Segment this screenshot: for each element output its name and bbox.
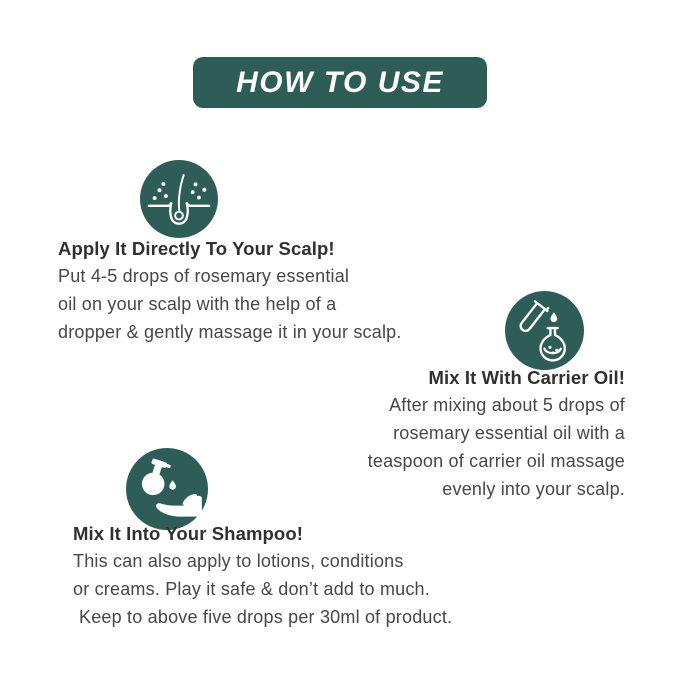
step-1-text xyxy=(58,236,402,346)
step-3-heading: Mix It Into Your Shampoo! xyxy=(73,523,303,544)
step-3-line: or creams. Play it safe & don’t add to much. xyxy=(73,579,430,599)
step-3-line: Keep to above five drops per 30ml of product. xyxy=(79,607,453,627)
step-3-text xyxy=(73,521,452,631)
header-banner xyxy=(193,57,487,108)
step-1-line: dropper & gently massage it in your scalp. xyxy=(58,322,402,342)
step-2-line: evenly into your scalp. xyxy=(442,479,625,499)
pump-bottle-hand-icon xyxy=(126,448,208,530)
page-title: HOW TO USE xyxy=(236,65,444,99)
step-3-line: This can also apply to lotions, conditions xyxy=(73,551,404,571)
hair-follicle-scalp-icon xyxy=(140,160,218,238)
step-2-line: After mixing about 5 drops of xyxy=(389,395,625,415)
step-1-line: oil on your scalp with the help of a xyxy=(58,294,337,314)
step-2-heading: Mix It With Carrier Oil! xyxy=(428,367,625,388)
step-2-text xyxy=(368,365,625,503)
step-1-heading: Apply It Directly To Your Scalp! xyxy=(58,238,335,259)
step-2-line: teaspoon of carrier oil massage xyxy=(367,451,625,471)
step-1-line: Put 4-5 drops of rosemary essential xyxy=(58,266,350,286)
test-tube-flask-icon xyxy=(505,291,584,370)
step-2-line: rosemary essential oil with a xyxy=(393,423,625,443)
